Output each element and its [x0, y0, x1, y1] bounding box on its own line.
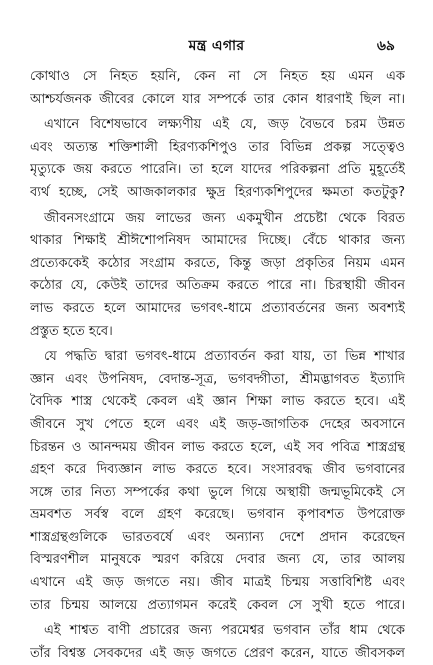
text-line: আশ্চর্যজনক জীবের কোলে যার সম্পর্কে তার কোন ধারণাই ছিল না।: [30, 91, 405, 107]
text-line: যে পদ্ধতি দ্বারা ভগবৎ-ধামে প্রত্যাবর্তন করা যায়, তা ভিন্ন শাখার: [44, 349, 405, 365]
text-line: প্রস্তুত হতে হবে।: [30, 323, 113, 339]
text-line: এখানে বিশেষভাবে লক্ষ্যণীয় এই যে, জড় বৈভবে চরম উন্নত: [44, 117, 405, 133]
text-line: কঠোর যে, কেউই তাদের অতিক্রম করতে পারে না। চিরস্থায়ী জীবন: [30, 278, 405, 294]
text-line: এই শাশ্বত বাণী প্রচারের জন্য পরমেশ্বর ভগবান তাঁর ধাম থেকে: [44, 623, 405, 639]
text-line: গ্রহণ করে দিব্যজ্ঞান লাভ করতে হবে। সংসারবদ্ধ জীব ভগবানের: [30, 462, 405, 478]
page-number: ৬৯: [376, 38, 395, 54]
text-line: জ্ঞান এবং উপনিষদ, বেদান্ত-সূত্র, ভগবদ্গীতা, শ্রীমদ্ভাগবত ইত্যাদি: [30, 371, 405, 387]
text-line: চিরন্তন ও আনন্দময় জীবন লাভ করতে হলে, এই সব পবিত্র শাস্ত্রগ্রন্থ: [30, 439, 405, 455]
text-line: শাস্ত্রগ্রন্থগুলিকে ভারতবর্ষে এবং অন্যান্য দেশে প্রদান করেছেন: [30, 529, 405, 545]
text-line: জীবনসংগ্রামে জয় লাভের জন্য একমুখীন প্রচেষ্টা থেকে বিরত: [44, 210, 405, 226]
text-line: তাঁর বিশ্বস্ত সেবকদের এই জড় জগতে প্রেরণ করেন, যাতে জীবসকল: [30, 645, 405, 661]
body-text: [30, 66, 405, 665]
text-line: কোথাও সে নিহত হয়নি, কেন না সে নিহত হয় এমন এক: [30, 69, 405, 84]
text-line: বিস্মরণশীল মানুষকে স্মরণ করিয়ে দেবার জন্য যে, তার আলয়: [30, 552, 405, 568]
text-line: তার চিন্ময় আলয়ে প্রত্যাগমন করেই কেবল সে সুখী হতে পারে।: [30, 597, 405, 613]
text-line: এবং অত্যন্ত শক্তিশালী হিরণ্যকশিপুও তার বিভিন্ন প্রকল্প সত্ত্বেও: [30, 139, 405, 155]
text-line: মৃত্যুকে জয় করতে পারেনি। তা হলে যাদের পরিকল্পনা প্রতি মুহূর্তেই: [30, 162, 405, 178]
text-line: ব্যর্থ হচ্ছে, সেই আজকালকার ক্ষুদ্র হিরণ্যকশিপুদের ক্ষমতা কতটুকু?: [30, 184, 405, 200]
text-line: থাকার শিক্ষাই শ্রীঈশোপনিষদ আমাদের দিচ্ছে। বেঁচে থাকার জন্য: [30, 233, 405, 249]
text-line: জীবনে সুখ পেতে হলে এবং এই জড়-জাগতিক দেহের অবসানে: [30, 416, 405, 432]
text-line: সঙ্গে তার নিত্য সম্পর্কের কথা ভুলে গিয়ে অস্থায়ী জন্মভূমিকেই সে: [30, 484, 405, 500]
text-line: বৈদিক শাস্ত্র থেকেই কেবল এই জ্ঞান শিক্ষা লাভ করতে হবে। এই: [30, 394, 405, 410]
text-line: ভ্রমবশত সর্বস্ব বলে গ্রহণ করেছে। ভগবান কৃপাবশত উপরোক্ত: [30, 507, 405, 523]
running-title: মন্ত্র এগার: [188, 38, 245, 54]
text-line: লাভ করতে হলে আমাদের ভগবৎ-ধামে প্রত্যাবর্তনের জন্য অবশ্যই: [30, 300, 405, 316]
page-header: [0, 34, 433, 56]
text-line: এখানে এই জড় জগতে নয়। জীব মাত্রই চিন্ময় সত্তাবিশিষ্ট এবং: [30, 575, 405, 591]
text-line: প্রত্যেককেই কঠোর সংগ্রাম করতে, কিন্তু জড়া প্রকৃতির নিয়ম এমন: [30, 255, 405, 271]
